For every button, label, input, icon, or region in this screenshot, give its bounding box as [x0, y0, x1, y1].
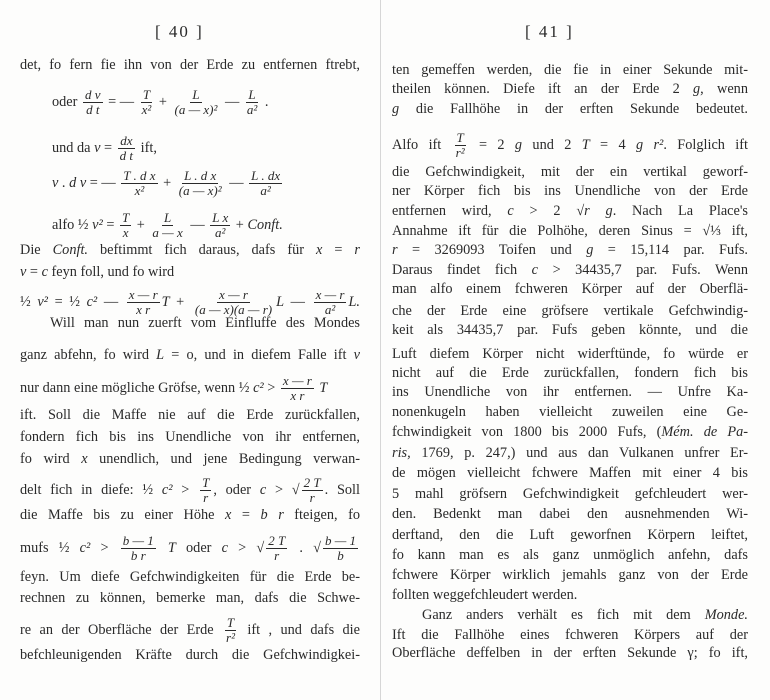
- fraction: [281, 374, 314, 403]
- text-run: > 2 √: [513, 203, 585, 219]
- text-run: beftimmt fich daraus, dafs für: [88, 242, 316, 258]
- text-line: [392, 444, 748, 462]
- text-line: [20, 506, 360, 524]
- text-line: [392, 131, 748, 160]
- text-line: [392, 464, 748, 482]
- fraction-denominator: a²: [260, 183, 271, 198]
- text-run: =: [26, 264, 42, 280]
- text-run: fo wird: [20, 451, 82, 467]
- math-symbol: v: [353, 347, 360, 363]
- math-symbol: x: [81, 451, 88, 467]
- text-run: Alfo ift: [392, 136, 452, 153]
- text-run: re an der Oberfläche der Erde: [20, 621, 223, 638]
- text-run: = o, und in diefem Falle ift: [164, 347, 354, 363]
- text-run: feyn. Um diefe Gefchwindigkeiten für die Erde be-: [20, 569, 360, 585]
- fraction-denominator: x²: [134, 183, 145, 198]
- fraction: [173, 88, 220, 117]
- text-line: [392, 626, 748, 644]
- fraction-numerator: T . d x: [123, 168, 156, 183]
- math-symbol: T: [581, 136, 590, 153]
- fraction: [249, 169, 282, 198]
- math-symbol: g: [514, 136, 523, 153]
- fraction: [314, 288, 347, 317]
- math-symbol: c: [259, 481, 267, 498]
- text-line: [392, 364, 748, 382]
- text-run: feyn foll, und fo wird: [47, 264, 175, 280]
- text-line: [20, 263, 360, 281]
- fraction: [140, 88, 154, 117]
- fraction: [266, 534, 287, 563]
- fraction-numerator: T: [456, 130, 464, 145]
- text-line: [20, 589, 360, 607]
- text-run: +: [169, 293, 191, 310]
- fraction: [83, 88, 103, 117]
- math-symbol: c²: [79, 539, 91, 556]
- text-run: de mögen vielleicht fchwere Maffen mit einer 4 bis: [392, 465, 748, 481]
- text-run: > √: [227, 539, 265, 556]
- text-line: [392, 485, 748, 503]
- fraction: [200, 476, 211, 505]
- text-line: [422, 606, 748, 624]
- fraction-denominator: d t: [119, 148, 134, 163]
- text-run: 1769, p. 247,) und aus dan Vulkanen unfrer Er-: [410, 445, 748, 461]
- text-run: die Fallhöhe in der erften Sekunde bedeutet.: [399, 101, 748, 117]
- math-symbol: v: [20, 264, 27, 280]
- fraction: [454, 131, 467, 160]
- math-symbol: L: [276, 293, 285, 310]
- text-line: [392, 182, 748, 200]
- text-run: theilen können. Diefe ift an der Erde 2: [392, 81, 694, 97]
- math-symbol: b r: [260, 507, 284, 523]
- text-run: [158, 540, 168, 556]
- text-run: Oberfläche deffelben in der erften Sekunde γ; fo ift,: [392, 645, 748, 661]
- text-line: [392, 163, 748, 181]
- fraction-denominator: x²: [141, 102, 152, 117]
- fraction-numerator: L . dx: [251, 168, 281, 183]
- text-run: rechnen zu können, bemerke man, dafs die Schwe-: [20, 590, 360, 606]
- text-run: , oder: [213, 481, 260, 498]
- text-line: [392, 383, 748, 401]
- fraction-numerator: L: [192, 87, 200, 102]
- text-run: .: [58, 174, 70, 191]
- math-symbol: v: [52, 174, 59, 191]
- text-run: die Gefchwindigkeit, mit der ein vertikal geworf-: [392, 164, 748, 180]
- text-line: [52, 211, 360, 240]
- text-line: [50, 314, 360, 332]
- text-run: ift , und dafs die: [238, 621, 360, 638]
- text-run: —: [284, 293, 312, 310]
- text-run: Die: [20, 242, 53, 258]
- fraction-denominator: a²: [215, 225, 226, 240]
- fraction-denominator: b: [337, 548, 344, 563]
- math-symbol: r: [392, 242, 398, 258]
- text-line: [392, 644, 748, 662]
- math-symbol: Monde.: [704, 607, 748, 623]
- text-run: =: [102, 216, 118, 233]
- text-line: [392, 566, 748, 584]
- math-symbol: ris,: [392, 445, 411, 461]
- text-line: [392, 321, 748, 339]
- text-line: [392, 302, 748, 320]
- text-run: entfernen wird,: [392, 203, 508, 219]
- fraction-denominator: x r: [136, 302, 151, 317]
- fraction-numerator: 2 T: [268, 533, 286, 548]
- text-run: ift,: [137, 139, 157, 156]
- text-run: > √: [266, 481, 300, 498]
- text-line: [392, 345, 748, 363]
- math-symbol: c²: [161, 481, 173, 498]
- text-run: fchwere Körper wirklich jemahls ganz von der Erde: [392, 567, 748, 583]
- text-run: —: [186, 216, 209, 233]
- fraction-denominator: r: [309, 490, 315, 505]
- fraction: [224, 616, 237, 645]
- fraction-denominator: (a — x)(a — r): [194, 302, 273, 317]
- math-symbol: Conft.: [52, 242, 88, 258]
- fraction-numerator: x — r: [128, 287, 158, 302]
- text-run: = 15,114 par. Fufs.: [593, 242, 748, 258]
- book-gutter: [380, 0, 381, 700]
- math-symbol: c: [41, 264, 48, 280]
- text-run: =: [100, 139, 116, 156]
- fraction-denominator: r: [274, 548, 280, 563]
- text-run: ins Unendliche von ihr entfernen. — Unfre Ka-: [392, 384, 748, 400]
- text-run: die Maffe bis zu einer Höhe: [20, 507, 226, 523]
- text-run: = —: [86, 174, 120, 191]
- text-run: man alfo einem fchweren Körper auf der Oberflä-: [392, 281, 748, 297]
- fraction-numerator: T: [202, 475, 210, 490]
- fraction-numerator: T: [142, 87, 151, 102]
- fraction-denominator: x r: [290, 388, 305, 403]
- text-line: [392, 100, 748, 118]
- math-symbol: g r²: [635, 136, 664, 153]
- fraction-numerator: dx: [120, 133, 133, 148]
- fraction: [210, 211, 230, 240]
- text-run: +: [133, 216, 149, 233]
- fraction: [245, 88, 259, 117]
- fraction-denominator: b r: [130, 548, 146, 563]
- text-line: [20, 428, 360, 446]
- text-run: > 34435,7 par. Fufs. Wenn: [538, 262, 748, 278]
- text-run: oder: [175, 539, 222, 556]
- text-run: det, fo fern fie ihn von der Erde zu entfernen ftrebt,: [20, 57, 360, 73]
- text-line: [392, 80, 748, 98]
- fraction-numerator: x — r: [315, 287, 345, 302]
- fraction-numerator: d v: [84, 87, 101, 102]
- text-run: . Soll: [324, 481, 360, 498]
- fraction: [121, 169, 157, 198]
- math-symbol: d v: [69, 174, 87, 191]
- text-run: nicht auf die Erde zurückfallen, fondern fich bis: [392, 365, 748, 381]
- fraction: [177, 169, 224, 198]
- fraction-denominator: (a — x)²: [174, 102, 218, 117]
- text-line: [20, 568, 360, 586]
- text-line: [52, 169, 360, 198]
- math-symbol: c²: [253, 379, 264, 396]
- text-run: ½: [20, 293, 38, 310]
- text-run: den. Bedenkt man dabei den ausnehmenden Wi-: [392, 506, 748, 522]
- math-symbol: c²: [86, 293, 98, 310]
- math-symbol: x: [316, 242, 323, 258]
- text-run: , wenn: [700, 81, 748, 97]
- fraction: [120, 211, 131, 240]
- math-symbol: T: [167, 539, 176, 556]
- text-line: [392, 61, 748, 79]
- text-run: —: [97, 293, 125, 310]
- text-line: [392, 202, 748, 220]
- fraction-numerator: x — r: [219, 287, 248, 302]
- text-run: unendlich, und jene Bedingung verwan-: [87, 451, 360, 467]
- text-line: [20, 56, 360, 74]
- text-run: fchwindigkeit von 1800 bis 2000 Fufs, (: [392, 424, 662, 440]
- text-run: Annahme ift für die Polhöhe, deren Sinus = √⅓ ift,: [392, 223, 748, 239]
- text-run: —: [225, 174, 248, 191]
- fraction-denominator: r: [203, 490, 209, 505]
- text-run: derftand, den die Luft geworfnen Körpern leiftet,: [392, 527, 748, 543]
- text-run: Will man nun zuerft vom Einfluffe des Mondes: [50, 315, 360, 331]
- text-line: [392, 546, 748, 564]
- text-line: [20, 450, 360, 468]
- text-run: . √: [289, 539, 321, 556]
- fraction-denominator: a — x: [152, 225, 183, 240]
- fraction-numerator: L x: [212, 210, 229, 225]
- text-run: = 2: [468, 136, 515, 153]
- text-line: [392, 505, 748, 523]
- text-run: Ift die Fallhöhe eines fchweren Körpers auf der: [392, 627, 748, 643]
- fraction-numerator: 2 T: [303, 475, 321, 490]
- text-run: = 3269093 Toifen und: [397, 242, 587, 258]
- text-line: [392, 280, 748, 298]
- math-symbol: c: [531, 262, 539, 278]
- text-run: —: [221, 93, 243, 110]
- text-run: alfo ½: [52, 216, 93, 233]
- math-symbol: v: [94, 139, 101, 156]
- math-symbol: v²: [37, 293, 48, 310]
- text-run: fondern fich bis ins Unendliche von ihr entfernen,: [20, 429, 360, 445]
- math-symbol: Conft.: [247, 216, 283, 233]
- math-symbol: c: [507, 203, 514, 219]
- text-run: . Folglich ift: [663, 136, 748, 153]
- fraction-numerator: x — r: [282, 373, 312, 388]
- text-run: .: [261, 93, 269, 110]
- text-line: [20, 476, 360, 505]
- text-run: = 4: [589, 136, 636, 153]
- fraction: [121, 534, 156, 563]
- text-run: Daraus findet fich: [392, 262, 532, 278]
- text-run: follten weggefchleudert werden.: [392, 587, 578, 603]
- math-symbol: g: [586, 242, 594, 258]
- text-line: [392, 261, 748, 279]
- text-run: nonenkugeln haben vielleicht zuweilen eine Ge-: [392, 404, 748, 420]
- text-line: [392, 586, 748, 604]
- math-symbol: T: [161, 293, 170, 310]
- text-run: keit als 34435,7 par. Fufs geben könnte, und die: [392, 322, 748, 338]
- text-line: [20, 374, 360, 403]
- text-line: [392, 403, 748, 421]
- text-run: und 2: [522, 136, 582, 153]
- text-line: [20, 646, 360, 664]
- text-run: fteigen, fo: [283, 507, 360, 523]
- text-run: = ½: [47, 293, 87, 310]
- fraction-numerator: L: [248, 87, 256, 102]
- text-run: ganz abfehn, fo wird: [20, 347, 157, 363]
- math-symbol: r g: [584, 203, 613, 219]
- text-line: [20, 406, 360, 424]
- text-line: [392, 526, 748, 544]
- fraction: [127, 288, 160, 317]
- text-line: [20, 534, 360, 563]
- fraction-numerator: T: [121, 210, 130, 225]
- math-symbol: Mém. de Pa-: [661, 424, 748, 440]
- text-run: che der Erde eine gröfsere vertikale Gefchwindig-: [392, 303, 748, 319]
- text-line: [20, 241, 360, 259]
- text-run: ten gemeffen werden, die fie in einer Sekunde mit-: [392, 62, 748, 78]
- math-symbol: L.: [348, 293, 361, 310]
- math-symbol: v²: [92, 216, 103, 233]
- math-symbol: g: [693, 81, 701, 97]
- fraction-denominator: x: [122, 225, 129, 240]
- text-run: +: [155, 93, 171, 110]
- page-number-left: [ 40 ]: [155, 22, 204, 41]
- text-run: ner Körper fich bis ins Unendliche von der Erde: [392, 183, 748, 199]
- math-symbol: r: [354, 242, 360, 258]
- fraction-denominator: (a — x)²: [178, 183, 222, 198]
- fraction-denominator: a²: [246, 102, 258, 117]
- fraction-denominator: r²: [226, 630, 235, 645]
- text-line: [20, 288, 360, 317]
- math-symbol: T: [319, 379, 328, 396]
- fraction: [302, 476, 323, 505]
- text-line: [392, 222, 748, 240]
- text-run: nur dann eine mögliche Gröfse, wenn ½: [20, 379, 254, 396]
- text-run: oder: [52, 93, 81, 110]
- text-line: [52, 134, 360, 163]
- fraction-numerator: L: [163, 210, 172, 225]
- text-line: [392, 241, 748, 259]
- fraction-numerator: b — 1: [324, 533, 356, 548]
- fraction-denominator: d t: [86, 102, 100, 117]
- math-symbol: c: [221, 539, 228, 556]
- text-run: und da: [52, 139, 95, 156]
- text-run: = —: [104, 93, 138, 110]
- text-run: mufs ½: [20, 539, 80, 556]
- text-run: >: [90, 539, 119, 556]
- fraction: [323, 534, 358, 563]
- text-line: [52, 88, 360, 117]
- fraction-numerator: L . d x: [184, 168, 217, 183]
- math-symbol: g: [392, 101, 400, 117]
- fraction: [193, 288, 274, 317]
- text-run: befchleunigenden Kräfte durch die Gefchwindigkei-: [20, 647, 360, 663]
- fraction-denominator: a²: [324, 302, 336, 317]
- text-run: . Nach La Place's: [612, 203, 748, 219]
- fraction-numerator: T: [226, 615, 235, 630]
- page-number-right: [ 41 ]: [525, 22, 574, 41]
- text-line: [392, 423, 748, 441]
- text-run: >: [172, 481, 199, 498]
- fraction: [150, 211, 184, 240]
- text-line: [20, 616, 360, 645]
- fraction: [118, 134, 135, 163]
- fraction-denominator: r²: [455, 145, 465, 160]
- text-run: ift. Soll die Maffe nie auf die Erde zurückfallen,: [20, 407, 360, 423]
- text-run: +: [232, 216, 248, 233]
- fraction-numerator: b — 1: [122, 533, 154, 548]
- text-line: [20, 346, 360, 364]
- text-run: Ganz anders verhält es fich mit dem: [422, 607, 705, 623]
- text-run: Luft diefem Körper nicht widerftünde, fo würde er: [392, 346, 748, 362]
- text-run: fo kann man es als ganz unmöglich anfehn, dafs: [392, 547, 748, 563]
- text-run: delt fich in diefe: ½: [20, 481, 162, 498]
- text-run: =: [231, 507, 261, 523]
- text-run: >: [263, 379, 279, 396]
- math-symbol: x: [225, 507, 232, 523]
- text-run: +: [159, 174, 175, 191]
- math-symbol: L: [156, 347, 165, 363]
- text-run: 5 mahl gröfsern Gefchwindigkeit gefchleudert wer-: [392, 486, 748, 502]
- text-run: =: [322, 242, 355, 258]
